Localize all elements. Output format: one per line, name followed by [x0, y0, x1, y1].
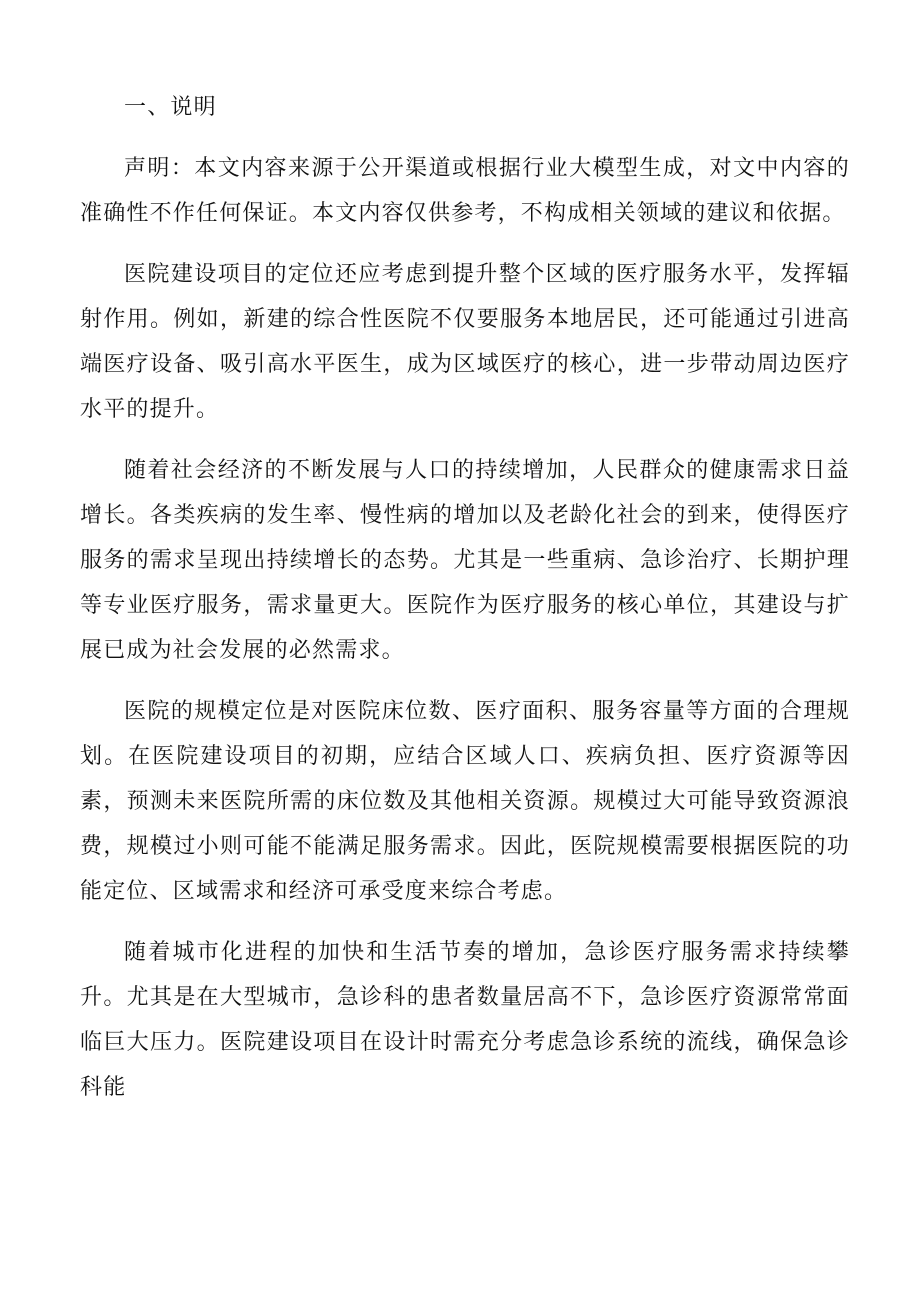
section-heading: 一、说明 — [124, 95, 217, 120]
paragraph-scale: 医院的规模定位是对医院床位数、医疗面积、服务容量等方面的合理规划。在医院建设项目的初期，应结合区域人口、疾病负担、医疗资源等因素，预测未来医院所需的床位数及其他相关资源。规模过大可能导致资源浪费，规模过小则可能不能满足服务需求。因此，医院规模需要根据医院的功能定位、区域需求和经济可承受度来综合考虑。 — [80, 699, 850, 904]
paragraph-disclaimer: 声明：本文内容来源于公开渠道或根据行业大模型生成，对文中内容的准确性不作任何保证。本文内容仅供参考，不构成相关领域的建议和依据。 — [80, 156, 850, 226]
paragraph-emergency: 随着城市化进程的加快和生活节奏的增加，急诊医疗服务需求持续攀升。尤其是在大型城市，急诊科的患者数量居高不下，急诊医疗资源常常面临巨大压力。医院建设项目在设计时需充分考虑急诊系统的流线，确保急诊科能 — [80, 940, 850, 1100]
document-body — [80, 85, 850, 1126]
paragraph-positioning: 医院建设项目的定位还应考虑到提升整个区域的医疗服务水平，发挥辐射作用。例如，新建的综合性医院不仅要服务本地居民，还可能通过引进高端医疗设备、吸引高水平医生，成为区域医疗的核心，进一步带动周边医疗水平的提升。 — [80, 262, 850, 422]
paragraph-demand: 随着社会经济的不断发展与人口的持续增加，人民群众的健康需求日益增长。各类疾病的发生率、慢性病的增加以及老龄化社会的到来，使得医疗服务的需求呈现出持续增长的态势。尤其是一些重病、急诊治疗、长期护理等专业医疗服务，需求量更大。医院作为医疗服务的核心单位，其建设与扩展已成为社会发展的必然需求。 — [80, 458, 850, 663]
